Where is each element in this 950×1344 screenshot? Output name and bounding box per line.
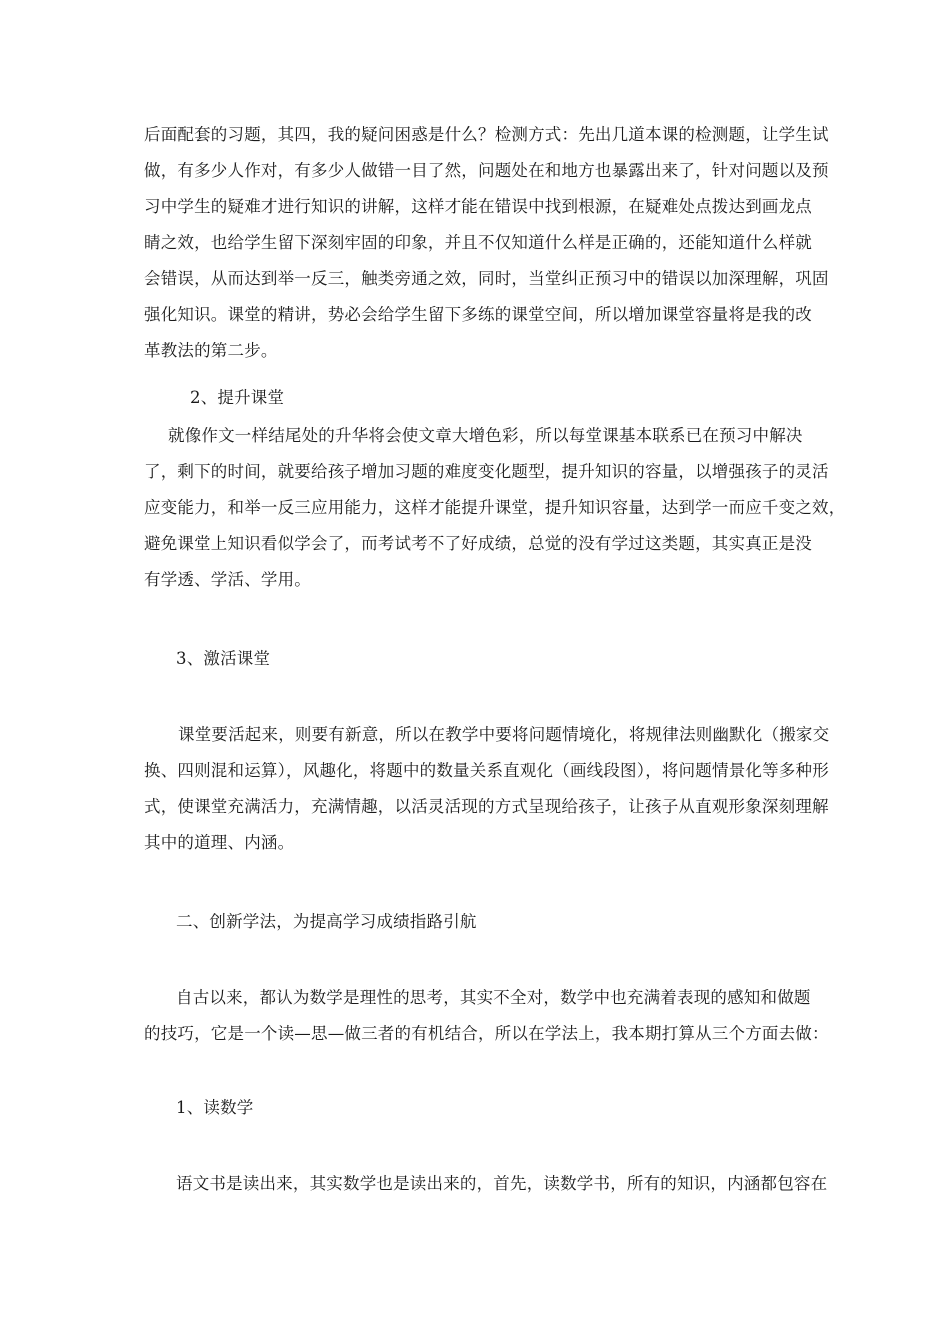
paragraph-line: 换、四则混和运算），风趣化，将题中的数量关系直观化（画线段图），将问题情景化等多种形 xyxy=(144,761,829,780)
paragraph-line: 课堂要活起来，则要有新意，所以在教学中要将问题情境化，将规律法则幽默化（搬家交 xyxy=(178,725,830,744)
paragraph-line: 有学透、学活、学用。 xyxy=(144,570,311,589)
paragraph-line: 语文书是读出来，其实数学也是读出来的，首先，读数学书，所有的知识，内涵都包容在 xyxy=(176,1174,828,1193)
paragraph-line: 式，使课堂充满活力，充满情趣，以活灵活现的方式呈现给孩子，让孩子从直观形象深刻理解 xyxy=(144,797,829,816)
paragraph-line: 后面配套的习题，其四，我的疑问困惑是什么？检测方式：先出几道本课的检测题，让学生试 xyxy=(144,125,829,144)
paragraph-line: 会错误，从而达到举一反三，触类旁通之效，同时，当堂纠正预习中的错误以加深理解，巩固 xyxy=(144,269,829,288)
paragraph-line: 强化知识。课堂的精讲，势必会给学生留下多练的课堂空间，所以增加课堂容量将是我的改 xyxy=(144,305,812,324)
paragraph-line: 避免课堂上知识看似学会了，而考试考不了好成绩，总觉的没有学过这类题，其实真正是没 xyxy=(144,534,812,553)
paragraph-line: 习中学生的疑难才进行知识的讲解，这样才能在错误中找到根源，在疑难处点拨达到画龙点 xyxy=(144,197,812,216)
paragraph-line: 应变能力，和举一反三应用能力，这样才能提升课堂，提升知识容量，达到学一而应千变之效， xyxy=(144,498,846,517)
paragraph-line: 就像作文一样结尾处的升华将会使文章大增色彩，所以每堂课基本联系已在预习中解决 xyxy=(168,426,803,445)
paragraph-line: 了，剩下的时间，就要给孩子增加习题的难度变化题型，提升知识的容量，以增强孩子的灵活 xyxy=(144,462,829,481)
section-heading: 3、激活课堂 xyxy=(176,649,271,668)
section-heading: 1、读数学 xyxy=(176,1098,254,1117)
paragraph-line: 其中的道理、内涵。 xyxy=(144,833,295,852)
paragraph-line: 睛之效，也给学生留下深刻牢固的印象，并且不仅知道什么样是正确的，还能知道什么样就 xyxy=(144,233,812,252)
section-heading: 2、提升课堂 xyxy=(190,388,285,407)
paragraph-line: 的技巧，它是一个读—思—做三者的有机结合，所以在学法上，我本期打算从三个方面去做： xyxy=(144,1024,829,1043)
section-heading: 二、创新学法，为提高学习成绩指路引航 xyxy=(176,912,477,931)
paragraph-line: 做，有多少人作对，有多少人做错一目了然，问题处在和地方也暴露出来了，针对问题以及预 xyxy=(144,161,829,180)
paragraph-line: 革教法的第二步。 xyxy=(144,341,278,360)
paragraph-line: 自古以来，都认为数学是理性的思考，其实不全对，数学中也充满着表现的感知和做题 xyxy=(176,988,811,1007)
